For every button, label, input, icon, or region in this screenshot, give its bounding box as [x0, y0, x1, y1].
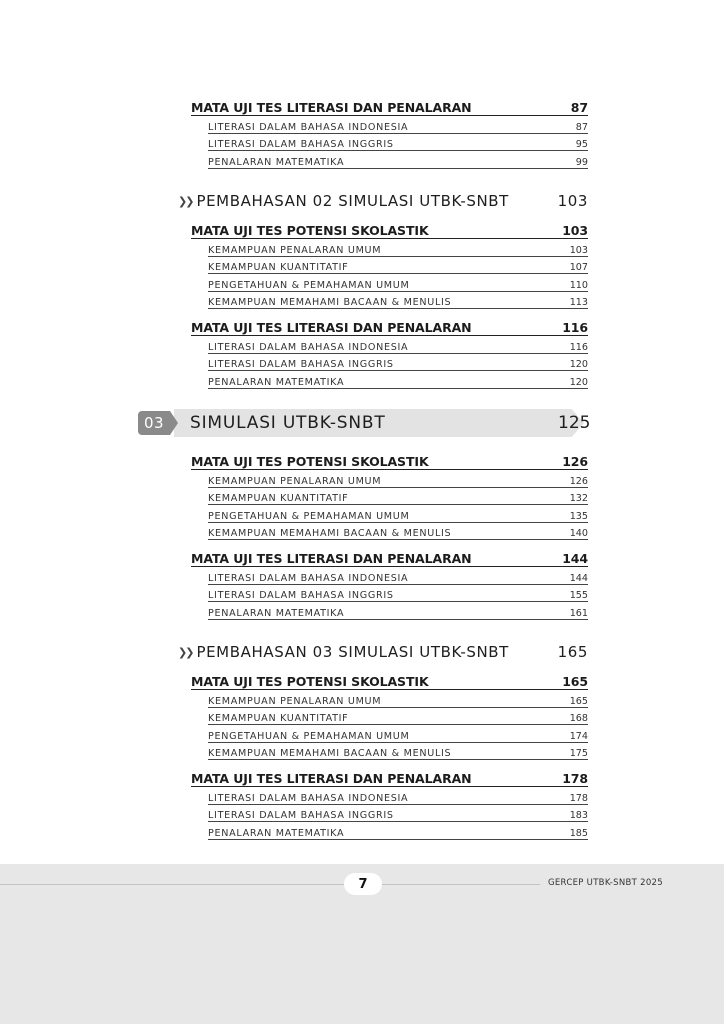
toc-entry-page: 140 [569, 528, 588, 539]
toc-group-heading[interactable] [191, 317, 588, 336]
toc-group [191, 768, 588, 840]
toc-group-heading[interactable] [191, 220, 588, 239]
toc-entry[interactable] [208, 274, 588, 292]
toc-entry-label: LITERASI DALAM BAHASA INDONESIA [208, 792, 409, 804]
chapter-badge-arrow-icon [170, 411, 178, 435]
toc-group-page: 178 [562, 771, 588, 786]
toc-entry-label: PENGETAHUAN & PEMAHAMAN UMUM [208, 279, 410, 291]
page-number: 7 [344, 873, 382, 895]
toc-group-page: 126 [562, 454, 588, 469]
toc-entry-label: PENALARAN MATEMATIKA [208, 607, 345, 619]
toc-chapter-heading[interactable] [138, 409, 598, 437]
toc-entry[interactable] [208, 567, 588, 585]
toc-entry-page: 95 [575, 139, 588, 150]
toc-group-heading[interactable] [191, 97, 588, 116]
toc-entry-label: KEMAMPUAN KUANTITATIF [208, 262, 349, 273]
toc-section-page: 165 [557, 643, 588, 661]
toc-entry[interactable] [208, 523, 588, 541]
toc-section-lead [178, 192, 509, 210]
toc-entry-label: LITERASI DALAM BAHASA INGGRIS [208, 590, 394, 601]
toc-entry-page: 99 [575, 156, 588, 168]
toc-group [191, 220, 588, 309]
toc-entry-label: LITERASI DALAM BAHASA INDONESIA [208, 572, 409, 584]
toc-section-page: 103 [557, 192, 588, 210]
toc-entry[interactable] [208, 354, 588, 372]
toc-section-title: PEMBAHASAN 03 SIMULASI UTBK-SNBT [196, 643, 509, 661]
toc-entry-page: 174 [569, 730, 588, 742]
toc-section-title: PEMBAHASAN 02 SIMULASI UTBK-SNBT [196, 192, 509, 210]
toc-entry-label: KEMAMPUAN PENALARAN UMUM [208, 475, 382, 487]
toc-group-page: 165 [562, 674, 588, 689]
toc-section-heading[interactable] [178, 190, 588, 212]
toc-entry[interactable] [208, 805, 588, 823]
toc-entry-page: 107 [569, 262, 588, 273]
toc-entry-label: PENALARAN MATEMATIKA [208, 156, 345, 168]
toc-entry[interactable] [208, 585, 588, 603]
chapter-number-badge: 03 [138, 411, 170, 435]
chapter-title: SIMULASI UTBK-SNBT [190, 413, 386, 433]
toc-entry-page: 116 [569, 341, 588, 353]
toc-entry-label: KEMAMPUAN PENALARAN UMUM [208, 695, 382, 707]
toc-entry-page: 183 [569, 810, 588, 821]
toc-entry-label: LITERASI DALAM BAHASA INDONESIA [208, 341, 409, 353]
toc-group [191, 671, 588, 760]
toc-group-page: 116 [562, 320, 588, 335]
double-chevron-right-icon: ❯❯ [178, 194, 193, 208]
footer-divider-left [0, 884, 346, 885]
toc-entry[interactable] [208, 239, 588, 257]
toc-entry-page: 120 [569, 376, 588, 388]
footer-brand: GERCEP UTBK-SNBT 2025 [548, 878, 663, 888]
toc-group-page: 144 [562, 551, 588, 566]
toc-group-title: MATA UJI TES LITERASI DAN PENALARAN [191, 320, 472, 335]
toc-entry-label: KEMAMPUAN KUANTITATIF [208, 493, 349, 504]
toc-group [191, 548, 588, 620]
toc-entry[interactable] [208, 292, 588, 310]
toc-group-title: MATA UJI TES POTENSI SKOLASTIK [191, 454, 429, 469]
toc-entry[interactable] [208, 151, 588, 169]
toc-entry[interactable] [208, 371, 588, 389]
toc-entry[interactable] [208, 602, 588, 620]
toc-entry-page: 103 [569, 244, 588, 256]
chapter-page: 125 [558, 413, 591, 433]
toc-entry-label: KEMAMPUAN MEMAHAMI BACAAN & MENULIS [208, 528, 452, 539]
toc-entry[interactable] [208, 787, 588, 805]
toc-entry[interactable] [208, 725, 588, 743]
toc-entry-page: 185 [569, 827, 588, 839]
toc-group-page: 87 [570, 100, 588, 115]
toc-entry-label: KEMAMPUAN MEMAHAMI BACAAN & MENULIS [208, 748, 452, 759]
toc-entry-label: PENGETAHUAN & PEMAHAMAN UMUM [208, 510, 410, 522]
toc-group-title: MATA UJI TES LITERASI DAN PENALARAN [191, 100, 472, 115]
toc-entry-page: 168 [569, 713, 588, 724]
toc-entry-page: 87 [575, 121, 588, 133]
toc-section-lead [178, 643, 509, 661]
toc-group-heading[interactable] [191, 768, 588, 787]
toc-entry-label: LITERASI DALAM BAHASA INGGRIS [208, 359, 394, 370]
toc-entry-page: 126 [569, 475, 588, 487]
toc-entry[interactable] [208, 822, 588, 840]
toc-entry-label: KEMAMPUAN KUANTITATIF [208, 713, 349, 724]
toc-group [191, 97, 588, 169]
toc-group-heading[interactable] [191, 548, 588, 567]
toc-group-title: MATA UJI TES LITERASI DAN PENALARAN [191, 771, 472, 786]
toc-entry-label: LITERASI DALAM BAHASA INGGRIS [208, 810, 394, 821]
toc-group-title: MATA UJI TES POTENSI SKOLASTIK [191, 223, 429, 238]
toc-entry-page: 120 [569, 359, 588, 370]
toc-entry-page: 175 [569, 748, 588, 759]
toc-group-page: 103 [562, 223, 588, 238]
toc-group-title: MATA UJI TES LITERASI DAN PENALARAN [191, 551, 472, 566]
toc-entry[interactable] [208, 470, 588, 488]
toc-entry-page: 113 [569, 297, 588, 308]
toc-entry[interactable] [208, 116, 588, 134]
toc-group-title: MATA UJI TES POTENSI SKOLASTIK [191, 674, 429, 689]
footer-divider-right [380, 884, 540, 885]
toc-entry-page: 132 [569, 493, 588, 504]
toc-entry-label: PENALARAN MATEMATIKA [208, 376, 345, 388]
toc-entry[interactable] [208, 743, 588, 761]
toc-group [191, 451, 588, 540]
toc-entry[interactable] [208, 257, 588, 275]
toc-group-heading[interactable] [191, 671, 588, 690]
toc-entry-page: 135 [569, 510, 588, 522]
toc-entry[interactable] [208, 505, 588, 523]
toc-section-heading[interactable] [178, 641, 588, 663]
toc-group [191, 317, 588, 389]
toc-entry[interactable] [208, 488, 588, 506]
toc-entry-label: PENGETAHUAN & PEMAHAMAN UMUM [208, 730, 410, 742]
toc-entry[interactable] [208, 336, 588, 354]
toc-entry[interactable] [208, 134, 588, 152]
toc-group-heading[interactable] [191, 451, 588, 470]
toc-entry-label: LITERASI DALAM BAHASA INDONESIA [208, 121, 409, 133]
toc-entry-page: 144 [569, 572, 588, 584]
toc-entry-page: 155 [569, 590, 588, 601]
double-chevron-right-icon: ❯❯ [178, 645, 193, 659]
toc-entry-label: KEMAMPUAN PENALARAN UMUM [208, 244, 382, 256]
toc-entry-page: 161 [569, 607, 588, 619]
toc-entry[interactable] [208, 690, 588, 708]
toc-entry[interactable] [208, 708, 588, 726]
toc-entry-page: 110 [569, 279, 588, 291]
toc-entry-page: 178 [569, 792, 588, 804]
toc-entry-page: 165 [569, 695, 588, 707]
toc-entry-label: KEMAMPUAN MEMAHAMI BACAAN & MENULIS [208, 297, 452, 308]
toc-entry-label: PENALARAN MATEMATIKA [208, 827, 345, 839]
toc-entry-label: LITERASI DALAM BAHASA INGGRIS [208, 139, 394, 150]
